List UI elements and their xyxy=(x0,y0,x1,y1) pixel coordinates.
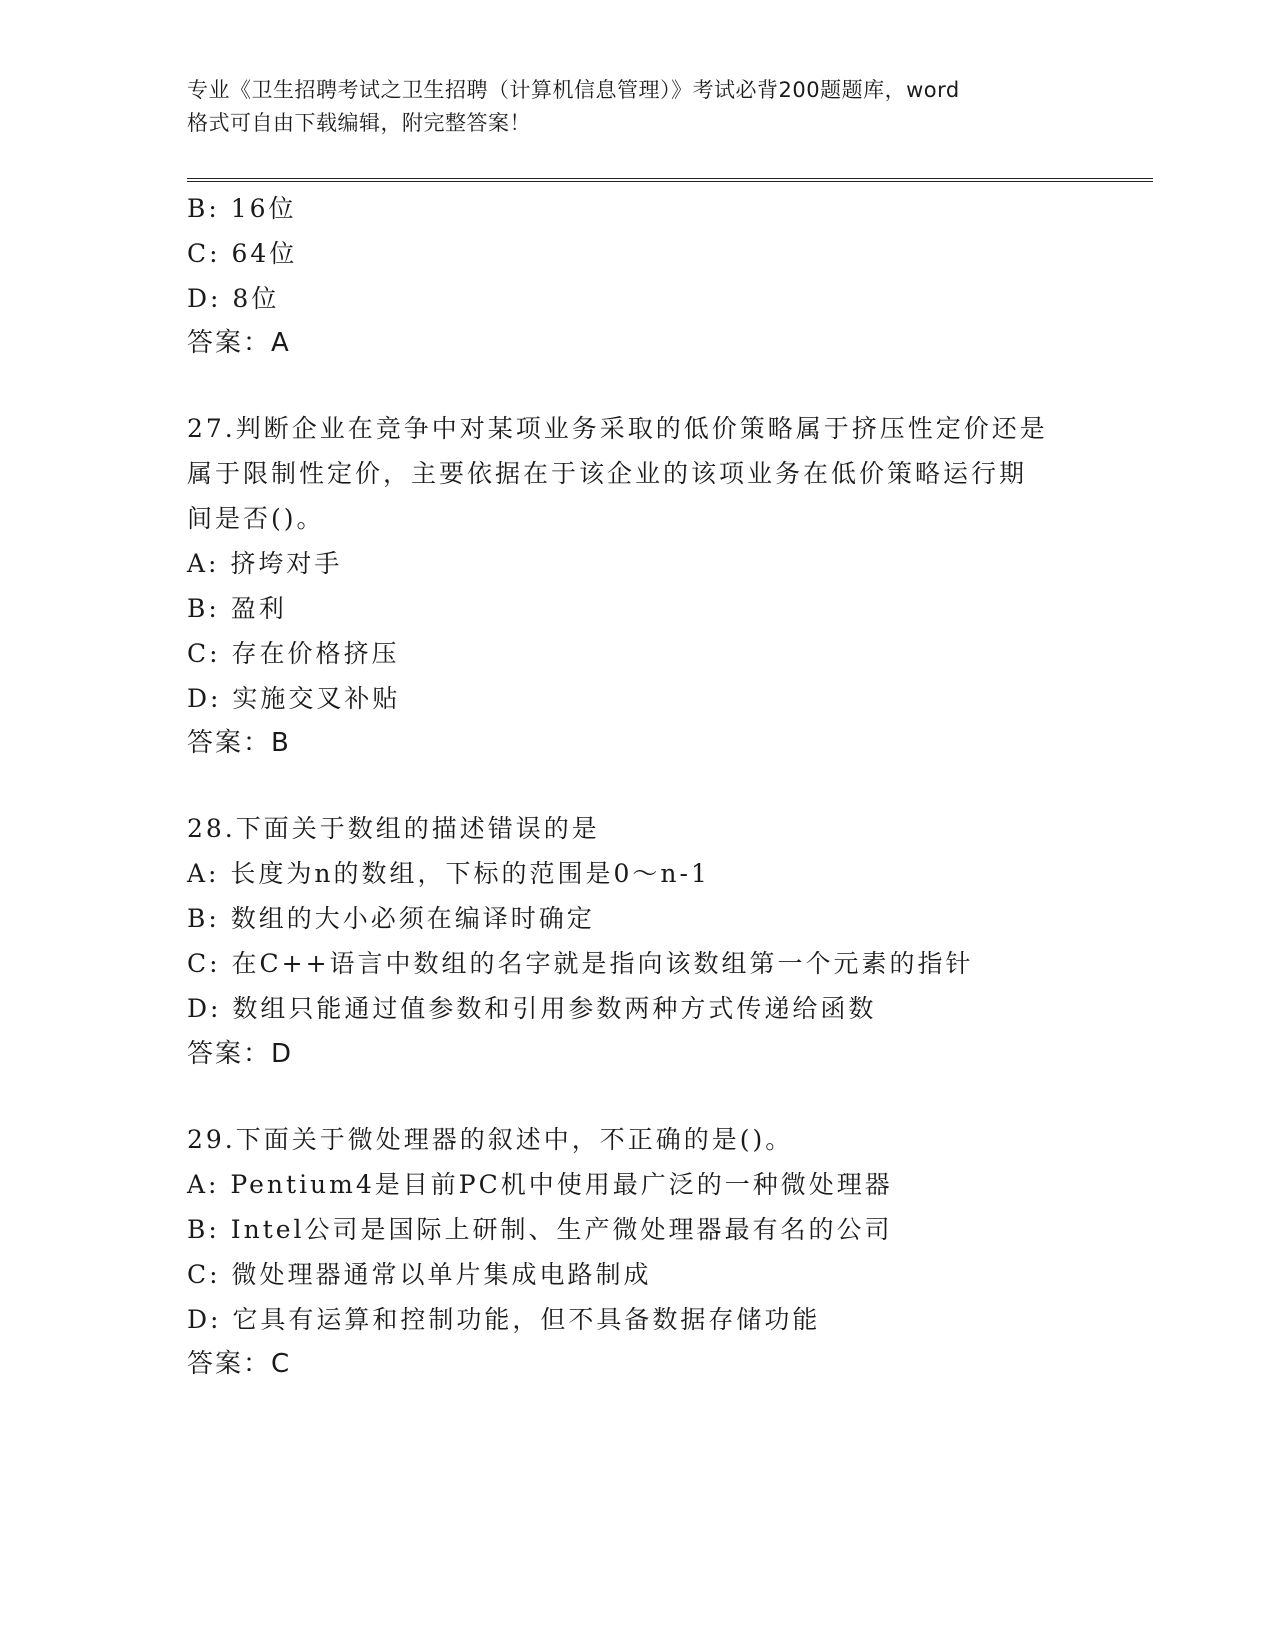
page-header xyxy=(187,74,1087,140)
q29-stem: 29.下面关于微处理器的叙述中，不正确的是()。 xyxy=(187,1125,794,1154)
q28-option-a: A: 长度为n的数组，下标的范围是0～n-1 xyxy=(187,859,710,888)
q28-stem: 28.下面关于数组的描述错误的是 xyxy=(187,814,600,843)
q27-stem-line-1: 27.判断企业在竞争中对某项业务采取的低价策略属于挤压性定价还是 xyxy=(187,414,1048,443)
q29-answer: 答案：C xyxy=(187,1349,292,1379)
q29-option-c: C: 微处理器通常以单片集成电路制成 xyxy=(187,1260,652,1289)
prev-option-c: C: 64位 xyxy=(187,239,298,268)
header-divider xyxy=(187,178,1153,182)
q28-answer: 答案：D xyxy=(187,1039,294,1069)
prev-option-d: D: 8位 xyxy=(187,284,280,313)
header-line-1: 专业《卫生招聘考试之卫生招聘（计算机信息管理）》考试必背200题题库，word xyxy=(187,78,960,102)
q28-option-c: C: 在C++语言中数组的名字就是指向该数组第一个元素的指针 xyxy=(187,949,974,978)
q27-answer: 答案：B xyxy=(187,728,291,758)
q27-stem-line-3: 间是否()。 xyxy=(187,504,325,533)
q28-option-b: B: 数组的大小必须在编译时确定 xyxy=(187,904,595,933)
q29-option-a: A: Pentium4是目前PC机中使用最广泛的一种微处理器 xyxy=(187,1170,893,1199)
q28-option-d: D: 数组只能通过值参数和引用参数两种方式传递给函数 xyxy=(187,994,877,1023)
q29-option-d: D: 它具有运算和控制功能，但不具备数据存储功能 xyxy=(187,1305,821,1334)
q27-stem-line-2: 属于限制性定价，主要依据在于该企业的该项业务在低价策略运行期 xyxy=(187,459,1028,488)
q29-option-b: B: Intel公司是国际上研制、生产微处理器最有名的公司 xyxy=(187,1215,893,1244)
prev-answer: 答案：A xyxy=(187,328,291,358)
q27-option-c: C: 存在价格挤压 xyxy=(187,639,400,668)
q27-option-a: A: 挤垮对手 xyxy=(187,549,343,578)
q27-option-b: B: 盈利 xyxy=(187,594,287,623)
header-line-2: 格式可自由下载编辑，附完整答案！ xyxy=(187,111,531,135)
prev-option-b: B: 16位 xyxy=(187,194,297,223)
q27-option-d: D: 实施交叉补贴 xyxy=(187,684,401,713)
